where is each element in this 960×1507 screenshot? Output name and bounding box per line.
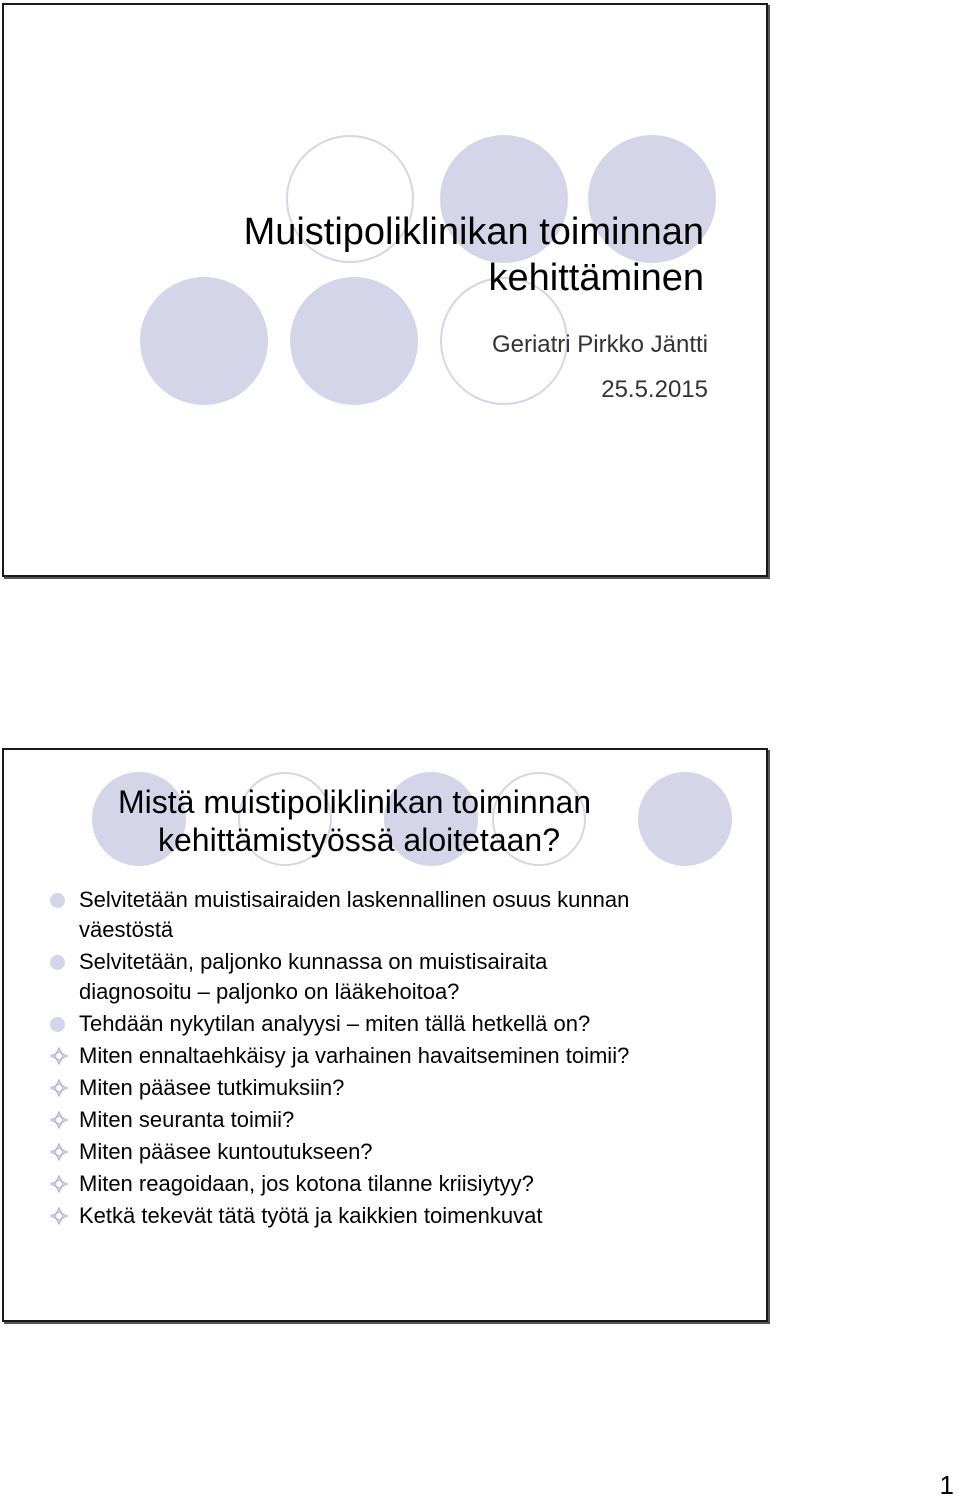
bullet-dot-icon	[50, 1017, 65, 1032]
title-line-1: Mistä muistipoliklinikan toiminnan	[118, 784, 592, 820]
bullet-text: Miten pääsee tutkimuksiin?	[79, 1075, 345, 1100]
diamond-bullet-icon	[50, 1047, 68, 1065]
list-item	[44, 1169, 744, 1199]
list-item	[44, 1009, 744, 1039]
diamond-bullet-icon	[50, 1207, 68, 1225]
slide-2	[2, 748, 768, 1322]
slide-title	[118, 783, 591, 859]
list-item	[44, 1073, 744, 1103]
bullet-text: Miten pääsee kuntoutukseen?	[79, 1139, 373, 1164]
diamond-bullet-icon	[50, 1079, 68, 1097]
bullet-list	[44, 885, 744, 1233]
list-item	[44, 1137, 744, 1167]
bullet-text: Miten seuranta toimii?	[79, 1107, 295, 1132]
presentation-date: 25.5.2015	[601, 376, 708, 403]
bullet-text: Ketkä tekevät tätä työtä ja kaikkien toimenkuvat	[79, 1203, 543, 1228]
bullet-text: Miten reagoidaan, jos kotona tilanne kriisiytyy?	[79, 1171, 534, 1196]
bullet-text: Miten ennaltaehkäisy ja varhainen havaitseminen toimii?	[79, 1043, 630, 1068]
bullet-text: Tehdään nykytilan analyysi – miten tällä hetkellä on?	[79, 1011, 591, 1036]
list-item	[44, 947, 744, 1007]
bullet-text-line1: Selvitetään, paljonko kunnassa on muistisairaita	[79, 949, 548, 974]
title-line-2: kehittämistyössä aloitetaan?	[158, 822, 560, 858]
page-number: 1	[939, 1470, 954, 1500]
bullet-text-line2: diagnosoitu – paljonko on lääkehoitoa?	[79, 979, 460, 1004]
bullet-text-line2: väestöstä	[79, 917, 174, 942]
diamond-bullet-icon	[50, 1143, 68, 1161]
list-item	[44, 1201, 744, 1231]
decor-circle	[638, 772, 732, 866]
author-name: Geriatri Pirkko Jäntti	[491, 331, 708, 358]
list-item	[44, 885, 744, 945]
bullet-text-line1: Selvitetään muistisairaiden laskennallinen osuus kunnan	[79, 887, 630, 912]
list-item	[44, 1105, 744, 1135]
title-line-1: Muistipoliklinikan toiminnan	[243, 211, 704, 253]
diamond-bullet-icon	[50, 1175, 68, 1193]
slide-title	[104, 209, 704, 301]
title-line-2: kehittäminen	[488, 257, 704, 299]
diamond-bullet-icon	[50, 1111, 68, 1129]
list-item	[44, 1041, 744, 1071]
bullet-dot-icon	[50, 955, 65, 970]
bullet-dot-icon	[50, 893, 65, 908]
slide-1	[2, 3, 768, 577]
